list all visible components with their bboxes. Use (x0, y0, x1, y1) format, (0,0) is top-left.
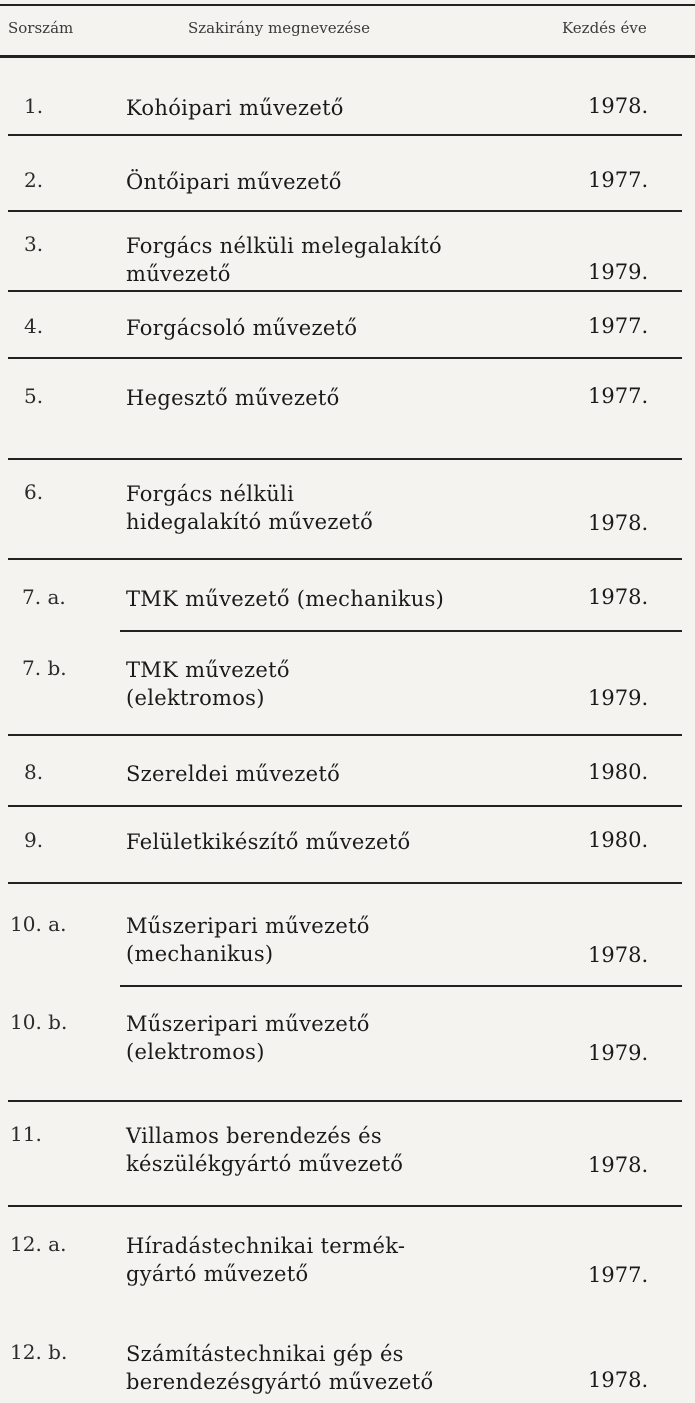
row-name (126, 828, 410, 856)
row-divider (8, 805, 682, 807)
row-name (126, 94, 344, 122)
row-year: 1977. (588, 384, 649, 408)
header-szakirany: Szakirány megnevezése (188, 19, 370, 37)
row-name-line: hidegalakító művezető (126, 510, 374, 534)
row-year: 1977. (588, 1263, 649, 1287)
row-name (126, 656, 290, 712)
row-name (126, 232, 442, 288)
row-name-line: Villamos berendezés és (126, 1124, 382, 1148)
row-number: 7. b. (22, 656, 67, 680)
row-number: 9. (24, 828, 44, 852)
row-name (126, 168, 342, 196)
row-name-line: Szereldei művezető (126, 762, 341, 786)
header-rule (0, 55, 695, 58)
row-name (126, 912, 370, 968)
header-kezdes-eve: Kezdés éve (562, 19, 647, 37)
row-name (126, 1010, 370, 1066)
row-number: 2. (24, 168, 44, 192)
row-divider (120, 630, 682, 632)
row-name-line: Műszeripari művezető (126, 914, 370, 938)
row-name-line: Hegesztő művezető (126, 386, 340, 410)
row-name-line: TMK művezető (126, 658, 290, 682)
row-year: 1980. (588, 760, 649, 784)
row-number: 7. a. (22, 585, 66, 609)
row-year: 1978. (588, 1153, 649, 1177)
row-name-line: Forgácsoló művezető (126, 316, 358, 340)
row-name (126, 585, 444, 613)
row-name-line: Számítástechnikai gép és (126, 1342, 404, 1366)
row-divider (8, 458, 682, 460)
row-number: 11. (10, 1122, 42, 1146)
row-name-line: berendezésgyártó művezető (126, 1370, 434, 1394)
row-year: 1977. (588, 314, 649, 338)
row-divider (8, 357, 682, 359)
row-divider (8, 134, 682, 136)
row-name-line: készülékgyártó művezető (126, 1152, 404, 1176)
row-name-line: Kohóipari művezető (126, 96, 344, 120)
row-number: 6. (24, 480, 44, 504)
row-divider (8, 290, 682, 292)
row-name (126, 1122, 403, 1178)
row-name-line: TMK művezető (mechanikus) (126, 587, 445, 611)
row-number: 8. (24, 760, 44, 784)
row-name-line: Híradástechnikai termék- (126, 1234, 406, 1258)
row-name-line: Forgács nélküli melegalakító (126, 234, 442, 258)
row-number: 3. (24, 232, 44, 256)
row-divider (8, 734, 682, 736)
row-divider (8, 1205, 682, 1207)
row-number: 12. b. (10, 1340, 68, 1364)
row-year: 1979. (588, 260, 649, 284)
row-year: 1978. (588, 943, 649, 967)
row-number: 5. (24, 384, 44, 408)
row-name-line: Öntőipari művezető (126, 170, 342, 194)
row-name-line: Forgács nélküli (126, 482, 295, 506)
row-name-line: (mechanikus) (126, 942, 274, 966)
row-name (126, 1232, 405, 1288)
row-divider (8, 558, 682, 560)
row-year: 1978. (588, 585, 649, 609)
row-name-line: gyártó művezető (126, 1262, 309, 1286)
row-divider (120, 985, 682, 987)
row-divider (8, 210, 682, 212)
row-divider (8, 882, 682, 884)
header-sorszam: Sorszám (8, 19, 74, 37)
row-year: 1978. (588, 94, 649, 118)
row-year: 1978. (588, 1368, 649, 1392)
row-name-line: Felületkikészítő művezető (126, 830, 411, 854)
row-number: 4. (24, 314, 44, 338)
row-number: 12. a. (10, 1232, 67, 1256)
row-name (126, 1340, 433, 1396)
row-year: 1977. (588, 168, 649, 192)
row-name-line: (elektromos) (126, 1040, 265, 1064)
row-year: 1979. (588, 1041, 649, 1065)
row-number: 10. b. (10, 1010, 68, 1034)
row-number: 1. (24, 94, 44, 118)
row-name (126, 384, 340, 412)
row-year: 1978. (588, 511, 649, 535)
row-divider (8, 1100, 682, 1102)
row-name-line: (elektromos) (126, 686, 265, 710)
row-year: 1980. (588, 828, 649, 852)
row-name (126, 314, 357, 342)
row-name (126, 480, 373, 536)
row-number: 10. a. (10, 912, 67, 936)
row-year: 1979. (588, 686, 649, 710)
top-rule (0, 4, 695, 6)
row-name-line: művezető (126, 262, 231, 286)
row-name (126, 760, 340, 788)
row-name-line: Műszeripari művezető (126, 1012, 370, 1036)
